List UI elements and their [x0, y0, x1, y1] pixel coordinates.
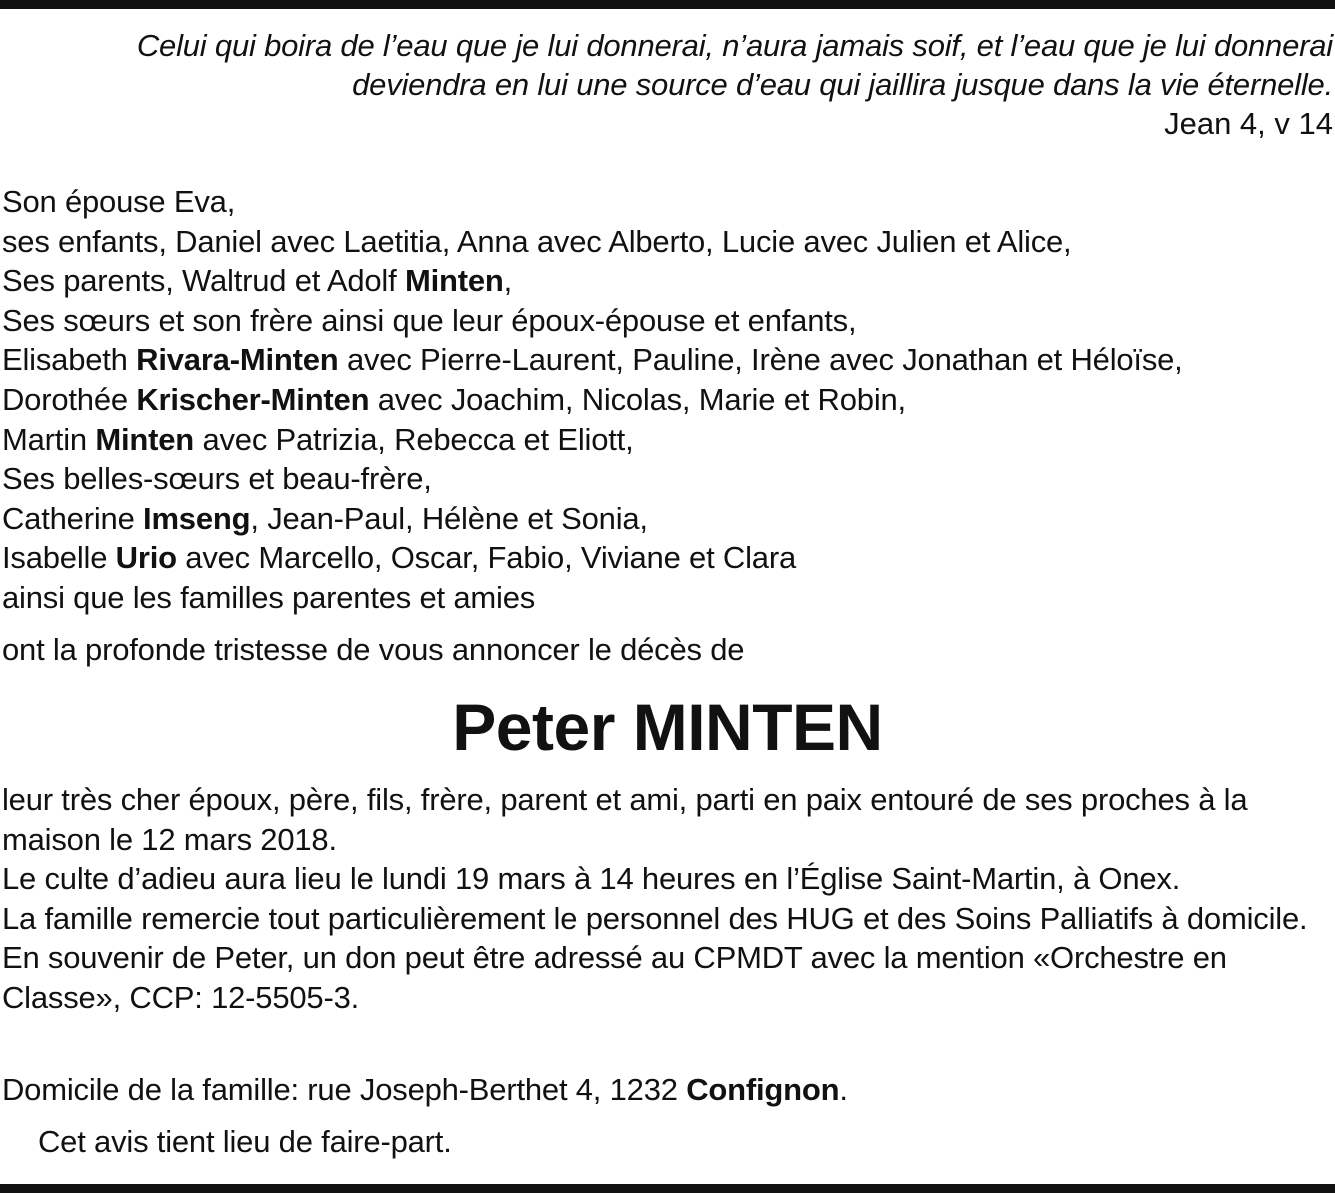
family-line: Isabelle Urio avec Marcello, Oscar, Fabio, Viviane et Clara — [2, 540, 796, 576]
footer-note: Cet avis tient lieu de faire-part. — [38, 1124, 452, 1159]
bible-quote-reference: Jean 4, v 14 — [1164, 106, 1333, 141]
family-list — [2, 182, 1332, 618]
family-line: Ses sœurs et son frère ainsi que leur époux-épouse et enfants, — [2, 302, 857, 338]
family-line: Elisabeth Rivara-Minten avec Pierre-Laurent, Pauline, Irène avec Jonathan et Héloïse, — [2, 342, 1183, 378]
family-line: ses enfants, Daniel avec Laetitia, Anna avec Alberto, Lucie avec Julien et Alice, — [2, 223, 1072, 259]
announcement-text: ont la profonde tristesse de vous annoncer le décès de — [2, 632, 745, 667]
body-paragraph: leur très cher époux, père, fils, frère, parent et ami, parti en paix entouré de ses proches à la maison le 12 mars 2018. — [2, 782, 1248, 857]
family-line: Ses parents, Waltrud et Adolf Minten, — [2, 263, 513, 299]
body-paragraph: En souvenir de Peter, un don peut être adressé au CPMDT avec la mention «Orchestre en Classe», CCP: 12-5505-3. — [2, 940, 1227, 1015]
family-line: Son épouse Eva, — [2, 184, 236, 219]
family-line: Dorothée Krischer-Minten avec Joachim, Nicolas, Marie et Robin, — [2, 381, 906, 417]
family-domicile: Domicile de la famille: rue Joseph-Berthet 4, 1232 Confignon. — [2, 1072, 848, 1107]
family-line: ainsi que les familles parentes et amies — [2, 579, 536, 615]
family-line: Ses belles-sœurs et beau-frère, — [2, 461, 432, 497]
family-line: Catherine Imseng, Jean-Paul, Hélène et Sonia, — [2, 500, 648, 536]
bible-quote: Celui qui boira de l’eau que je lui donnerai, n’aura jamais soif, et l’eau que je lui donnerai deviendra en lui une source d’eau qui jaillira jusque dans la vie éternelle. — [136, 28, 1333, 102]
deceased-name: Peter MINTEN — [452, 690, 883, 764]
bottom-border-rule — [0, 1184, 1335, 1193]
body-paragraph: Le culte d’adieu aura lieu le lundi 19 mars à 14 heures en l’Église Saint-Martin, à Onex. — [2, 861, 1181, 896]
family-line: Martin Minten avec Patrizia, Rebecca et Eliott, — [2, 421, 634, 457]
top-border-rule — [0, 0, 1335, 9]
obituary-body — [2, 780, 1333, 1017]
body-paragraph: La famille remercie tout particulièrement le personnel des HUG et des Soins Palliatifs à domicile. — [2, 900, 1308, 936]
